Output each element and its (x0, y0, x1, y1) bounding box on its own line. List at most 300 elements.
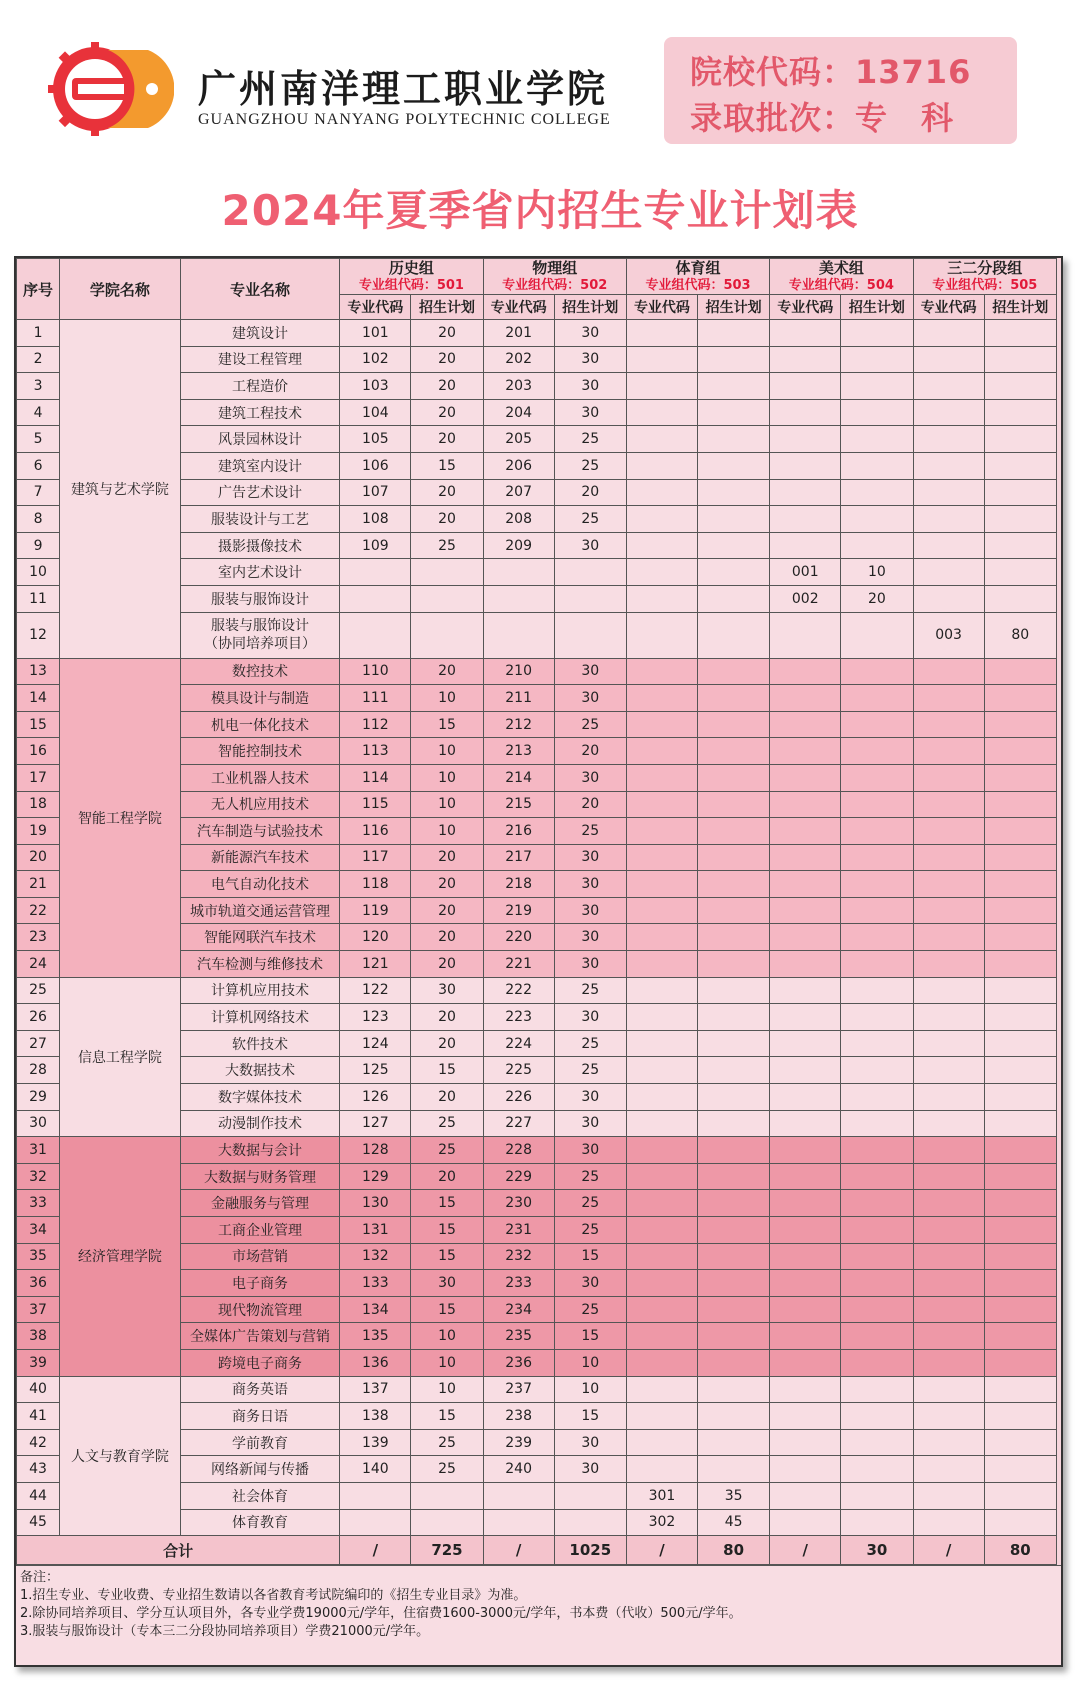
enroll-plan-cell (841, 791, 913, 818)
enroll-plan-cell (698, 1137, 770, 1164)
major-code-cell (626, 506, 697, 533)
row-seq: 33 (17, 1190, 60, 1217)
major-code-cell: 202 (483, 346, 554, 373)
enroll-plan-cell (411, 585, 483, 612)
enroll-plan-cell (841, 1349, 913, 1376)
enroll-plan-cell: 10 (411, 685, 483, 712)
enroll-plan-cell: 30 (554, 658, 626, 685)
major-code-cell: 112 (340, 711, 411, 738)
major-code-cell: 107 (340, 479, 411, 506)
enroll-plan-cell (984, 1482, 1056, 1509)
major-code-cell (626, 658, 697, 685)
total-label: 合计 (17, 1536, 340, 1565)
major-name: 跨境电子商务 (180, 1349, 339, 1376)
major-code-cell (626, 685, 697, 712)
major-code-cell: 109 (340, 532, 411, 559)
major-code-cell: 103 (340, 373, 411, 400)
major-code-cell: 207 (483, 479, 554, 506)
enroll-plan-cell: 30 (554, 532, 626, 559)
major-code-cell (913, 1509, 984, 1536)
enroll-plan-cell (984, 1456, 1056, 1483)
major-code-cell (770, 1137, 841, 1164)
enroll-plan-cell: 25 (411, 1137, 483, 1164)
enroll-plan-cell (984, 399, 1056, 426)
enroll-plan-cell: 20 (554, 479, 626, 506)
enroll-plan-cell: 15 (411, 711, 483, 738)
major-code-cell: 001 (770, 559, 841, 586)
major-code-cell (770, 479, 841, 506)
enroll-plan-cell (841, 1509, 913, 1536)
enroll-plan-cell (841, 506, 913, 533)
major-code-cell (483, 1509, 554, 1536)
major-code-cell (483, 585, 554, 612)
major-name: 摄影摄像技术 (180, 532, 339, 559)
major-code-cell: 224 (483, 1030, 554, 1057)
enroll-plan-cell (984, 1243, 1056, 1270)
school-code-box (664, 37, 1017, 144)
row-seq: 25 (17, 977, 60, 1004)
major-code-cell: 234 (483, 1296, 554, 1323)
enroll-plan-cell: 15 (411, 1217, 483, 1244)
enroll-plan-cell (984, 1163, 1056, 1190)
major-name: 计算机应用技术 (180, 977, 339, 1004)
enroll-plan-cell (984, 1137, 1056, 1164)
major-code-cell: 115 (340, 791, 411, 818)
major-code-cell (770, 373, 841, 400)
enroll-plan-cell: 25 (411, 532, 483, 559)
major-code-cell: 102 (340, 346, 411, 373)
enroll-plan-cell (841, 738, 913, 765)
enroll-plan-cell (841, 1323, 913, 1350)
major-code-cell: 213 (483, 738, 554, 765)
row-seq: 9 (17, 532, 60, 559)
major-name: 学前教育 (180, 1429, 339, 1456)
total-row (17, 1536, 1057, 1565)
enroll-plan-cell (698, 711, 770, 738)
major-code-cell: 225 (483, 1057, 554, 1084)
group-sports: 体育组 专业组代码：503 (626, 259, 769, 295)
school-code: 院校代码：13716 (690, 53, 972, 91)
enroll-plan-cell: 30 (554, 346, 626, 373)
major-name: 智能控制技术 (180, 738, 339, 765)
enroll-plan-cell (984, 924, 1056, 951)
enroll-plan-cell: 15 (411, 452, 483, 479)
enroll-plan-cell (984, 320, 1056, 347)
enroll-plan-cell (698, 1376, 770, 1403)
enroll-plan-cell (984, 1004, 1056, 1031)
enroll-plan-cell (841, 1004, 913, 1031)
row-seq: 1 (17, 320, 60, 347)
enroll-plan-cell: 30 (554, 1270, 626, 1297)
row-seq: 12 (17, 612, 60, 658)
enroll-plan-cell (841, 844, 913, 871)
enroll-plan-cell: 10 (411, 1349, 483, 1376)
major-code-cell (913, 1296, 984, 1323)
note-item: 3.服装与服饰设计（专本三二分段协同培养项目）学费21000元/学年。 (20, 1624, 430, 1640)
major-code-cell (483, 1482, 554, 1509)
enroll-plan-cell (554, 1482, 626, 1509)
row-seq: 19 (17, 818, 60, 845)
row-seq: 3 (17, 373, 60, 400)
enroll-plan-cell (698, 346, 770, 373)
enroll-plan-cell: 15 (411, 1190, 483, 1217)
major-name: 工业机器人技术 (180, 764, 339, 791)
enroll-plan-cell (841, 685, 913, 712)
major-code-cell: 210 (483, 658, 554, 685)
enroll-plan-cell (984, 791, 1056, 818)
major-code-cell (626, 1296, 697, 1323)
enroll-plan-cell (984, 977, 1056, 1004)
major-code-cell (770, 1482, 841, 1509)
college-name: 人文与教育学院 (60, 1376, 181, 1536)
enroll-plan-cell (554, 612, 626, 658)
enroll-plan-cell (984, 658, 1056, 685)
row-seq: 40 (17, 1376, 60, 1403)
enroll-plan-cell (984, 1296, 1056, 1323)
major-name: 数字媒体技术 (180, 1084, 339, 1111)
enroll-plan-cell: 25 (411, 1456, 483, 1483)
enroll-plan-cell (698, 1110, 770, 1137)
enroll-plan-cell (698, 373, 770, 400)
enroll-plan-cell (698, 764, 770, 791)
enroll-plan-cell (841, 452, 913, 479)
enroll-plan-cell (841, 1243, 913, 1270)
major-code-cell: 137 (340, 1376, 411, 1403)
admission-batch: 录取批次：专 科 (690, 99, 955, 137)
row-seq: 35 (17, 1243, 60, 1270)
enroll-plan-cell (984, 1403, 1056, 1430)
row-seq: 36 (17, 1270, 60, 1297)
college-name: 建筑与艺术学院 (60, 320, 181, 659)
major-code-cell: 203 (483, 373, 554, 400)
enroll-plan-cell: 15 (411, 1243, 483, 1270)
major-code-cell: 117 (340, 844, 411, 871)
group-history: 历史组 专业组代码：501 (340, 259, 483, 295)
major-name: 市场营销 (180, 1243, 339, 1270)
enroll-plan-cell (984, 871, 1056, 898)
major-code-cell: 116 (340, 818, 411, 845)
enroll-plan-cell (698, 1190, 770, 1217)
enroll-plan-cell: 10 (411, 764, 483, 791)
major-code-cell: 208 (483, 506, 554, 533)
major-name: 计算机网络技术 (180, 1004, 339, 1031)
enroll-plan-cell (698, 506, 770, 533)
major-code-cell (913, 532, 984, 559)
major-name: 软件技术 (180, 1030, 339, 1057)
major-code-cell (626, 1057, 697, 1084)
enroll-plan-cell (841, 373, 913, 400)
enroll-plan-cell: 10 (411, 1376, 483, 1403)
major-name: 动漫制作技术 (180, 1110, 339, 1137)
enroll-plan-cell (698, 426, 770, 453)
enroll-plan-cell (698, 1296, 770, 1323)
major-code-cell (483, 612, 554, 658)
major-name: 工商企业管理 (180, 1217, 339, 1244)
enroll-plan-cell (698, 1030, 770, 1057)
row-seq: 42 (17, 1429, 60, 1456)
enroll-plan-cell: 30 (554, 1084, 626, 1111)
major-code-cell (913, 1376, 984, 1403)
enroll-plan-cell: 20 (411, 871, 483, 898)
row-seq: 14 (17, 685, 60, 712)
enroll-plan-cell (984, 1057, 1056, 1084)
major-code-cell (770, 1004, 841, 1031)
row-seq: 7 (17, 479, 60, 506)
major-code-cell (913, 1110, 984, 1137)
major-code-cell (626, 897, 697, 924)
major-code-cell: 129 (340, 1163, 411, 1190)
enroll-plan-cell: 15 (411, 1057, 483, 1084)
enroll-plan-cell: 25 (554, 818, 626, 845)
enroll-plan-cell: 20 (554, 738, 626, 765)
enroll-plan-cell (984, 585, 1056, 612)
enroll-plan-cell (841, 1482, 913, 1509)
header (0, 0, 1080, 150)
major-code-cell: 140 (340, 1456, 411, 1483)
major-code-cell (626, 612, 697, 658)
enroll-plan-cell: 20 (411, 658, 483, 685)
major-code-cell (626, 1323, 697, 1350)
row-seq: 4 (17, 399, 60, 426)
enroll-plan-cell (698, 1323, 770, 1350)
enroll-plan-cell (841, 399, 913, 426)
major-code-cell (626, 1429, 697, 1456)
major-name: 网络新闻与传播 (180, 1456, 339, 1483)
major-code-cell (770, 1057, 841, 1084)
major-code-cell: 124 (340, 1030, 411, 1057)
major-code-cell: 120 (340, 924, 411, 951)
row-seq: 10 (17, 559, 60, 586)
major-code-cell (770, 1349, 841, 1376)
enroll-plan-cell (984, 1190, 1056, 1217)
row-seq: 13 (17, 658, 60, 685)
row-seq: 32 (17, 1163, 60, 1190)
major-code-cell: 232 (483, 1243, 554, 1270)
enroll-plan-cell: 15 (554, 1403, 626, 1430)
major-code-cell (770, 897, 841, 924)
major-code-cell: 301 (626, 1482, 697, 1509)
major-code-cell: 101 (340, 320, 411, 347)
header-college: 学院名称 (60, 259, 181, 320)
major-name: 工程造价 (180, 373, 339, 400)
major-code-cell: 119 (340, 897, 411, 924)
major-code-cell (770, 764, 841, 791)
enroll-plan-cell (698, 924, 770, 951)
major-code-cell: 111 (340, 685, 411, 712)
major-code-cell: 139 (340, 1429, 411, 1456)
major-code-cell (770, 1376, 841, 1403)
major-code-cell (626, 977, 697, 1004)
major-code-cell: 226 (483, 1084, 554, 1111)
enroll-plan-cell: 25 (554, 1163, 626, 1190)
major-name: 汽车制造与试验技术 (180, 818, 339, 845)
enroll-plan-cell (841, 1190, 913, 1217)
enroll-plan-cell: 20 (411, 1004, 483, 1031)
major-code-cell (626, 1456, 697, 1483)
major-code-cell (913, 559, 984, 586)
major-code-cell: 128 (340, 1137, 411, 1164)
enroll-plan-cell: 20 (411, 897, 483, 924)
note-item: 2.除协同培养项目、学分互认项目外，各专业学费19000元/学年，住宿费1600-3000元/学年，书本费（代收）500元/学年。 (20, 1606, 742, 1622)
row-seq: 5 (17, 426, 60, 453)
enroll-plan-cell: 10 (841, 559, 913, 586)
row-seq: 16 (17, 738, 60, 765)
major-code-cell (770, 399, 841, 426)
major-code-cell: 220 (483, 924, 554, 951)
major-code-cell (626, 1376, 697, 1403)
enroll-plan-cell (698, 951, 770, 978)
major-code-cell (626, 1217, 697, 1244)
major-name: 机电一体化技术 (180, 711, 339, 738)
major-name: 大数据与财务管理 (180, 1163, 339, 1190)
major-code-cell (913, 1270, 984, 1297)
major-code-cell (770, 1110, 841, 1137)
major-code-cell (626, 844, 697, 871)
major-code-cell (340, 559, 411, 586)
enroll-plan-cell (698, 1456, 770, 1483)
major-code-cell: 221 (483, 951, 554, 978)
enroll-plan-cell: 80 (984, 612, 1056, 658)
major-code-cell (626, 951, 697, 978)
major-code-cell (913, 897, 984, 924)
enroll-plan-cell: 10 (554, 1376, 626, 1403)
major-code-cell: 108 (340, 506, 411, 533)
enroll-plan-cell: 20 (411, 479, 483, 506)
enroll-plan-cell (698, 532, 770, 559)
enroll-plan-cell (984, 1084, 1056, 1111)
total-cell: 1025 (554, 1536, 626, 1565)
major-code-cell: 233 (483, 1270, 554, 1297)
major-code-cell (770, 924, 841, 951)
major-code-cell: 237 (483, 1376, 554, 1403)
major-code-cell (626, 791, 697, 818)
major-code-cell: 217 (483, 844, 554, 871)
major-code-cell (770, 1456, 841, 1483)
enroll-plan-cell (698, 1270, 770, 1297)
enroll-plan-cell: 30 (554, 685, 626, 712)
row-seq: 39 (17, 1349, 60, 1376)
major-name: 体育教育 (180, 1509, 339, 1536)
enroll-plan-cell: 30 (411, 1270, 483, 1297)
major-code-cell: 122 (340, 977, 411, 1004)
major-code-cell (913, 452, 984, 479)
enroll-plan-cell (984, 951, 1056, 978)
major-code-cell: 123 (340, 1004, 411, 1031)
major-code-cell (770, 1429, 841, 1456)
row-seq: 11 (17, 585, 60, 612)
enroll-plan-cell: 20 (411, 924, 483, 951)
major-code-cell (770, 844, 841, 871)
major-name: 室内艺术设计 (180, 559, 339, 586)
major-code-cell (913, 1429, 984, 1456)
header-major-code: 专业代码 (626, 295, 697, 320)
major-code-cell (626, 452, 697, 479)
enroll-plan-cell (984, 1429, 1056, 1456)
enroll-plan-cell (984, 1349, 1056, 1376)
major-name: 建筑室内设计 (180, 452, 339, 479)
enroll-plan-cell: 35 (698, 1482, 770, 1509)
enroll-plan-cell (554, 559, 626, 586)
enroll-plan-cell (984, 373, 1056, 400)
major-code-cell (626, 1004, 697, 1031)
row-seq: 20 (17, 844, 60, 871)
enroll-plan-cell: 20 (411, 373, 483, 400)
major-code-cell (913, 977, 984, 1004)
enroll-plan-cell (841, 426, 913, 453)
row-seq: 45 (17, 1509, 60, 1536)
row-seq: 43 (17, 1456, 60, 1483)
major-code-cell (626, 399, 697, 426)
enrollment-plan-table (14, 256, 1063, 1667)
enroll-plan-cell (841, 658, 913, 685)
major-code-cell: 002 (770, 585, 841, 612)
major-code-cell: 229 (483, 1163, 554, 1190)
enroll-plan-cell (841, 951, 913, 978)
major-name: 数控技术 (180, 658, 339, 685)
enroll-plan-cell (984, 452, 1056, 479)
enroll-plan-cell (984, 1030, 1056, 1057)
enroll-plan-cell (698, 791, 770, 818)
enroll-plan-cell: 30 (554, 399, 626, 426)
notes-heading: 备注： (20, 1570, 60, 1586)
major-code-cell (770, 871, 841, 898)
major-code-cell (913, 791, 984, 818)
enroll-plan-cell (984, 764, 1056, 791)
enroll-plan-cell (698, 871, 770, 898)
enroll-plan-cell: 45 (698, 1509, 770, 1536)
major-name: 智能网联汽车技术 (180, 924, 339, 951)
total-cell: / (340, 1536, 411, 1565)
major-code-cell (626, 871, 697, 898)
enroll-plan-cell (411, 559, 483, 586)
major-code-cell: 106 (340, 452, 411, 479)
header-major: 专业名称 (180, 259, 339, 320)
enroll-plan-cell (698, 844, 770, 871)
major-code-cell (770, 951, 841, 978)
major-code-cell (913, 1004, 984, 1031)
major-code-cell: 131 (340, 1217, 411, 1244)
major-code-cell (913, 924, 984, 951)
group-32-segment: 三二分段组 专业组代码：505 (913, 259, 1056, 295)
enroll-plan-cell (841, 1456, 913, 1483)
enroll-plan-cell (554, 585, 626, 612)
total-cell: / (770, 1536, 841, 1565)
enroll-plan-cell (984, 711, 1056, 738)
major-code-cell: 223 (483, 1004, 554, 1031)
major-code-cell (770, 1270, 841, 1297)
header-enroll-plan: 招生计划 (984, 295, 1056, 320)
header-enroll-plan: 招生计划 (411, 295, 483, 320)
major-name: 现代物流管理 (180, 1296, 339, 1323)
major-code-cell (770, 1296, 841, 1323)
enroll-plan-cell (984, 818, 1056, 845)
enroll-plan-cell (984, 346, 1056, 373)
enroll-plan-cell (841, 320, 913, 347)
major-code-cell: 205 (483, 426, 554, 453)
college-name-cn: 广州南洋理工职业学院 (198, 66, 609, 111)
major-name: 商务日语 (180, 1403, 339, 1430)
major-code-cell: 206 (483, 452, 554, 479)
major-code-cell: 240 (483, 1456, 554, 1483)
major-code-cell: 209 (483, 532, 554, 559)
enroll-plan-cell (984, 1110, 1056, 1137)
major-name: 建筑工程技术 (180, 399, 339, 426)
major-code-cell (913, 1057, 984, 1084)
enroll-plan-cell (698, 452, 770, 479)
enroll-plan-cell (984, 897, 1056, 924)
enroll-plan-cell (698, 658, 770, 685)
major-code-cell: 228 (483, 1137, 554, 1164)
